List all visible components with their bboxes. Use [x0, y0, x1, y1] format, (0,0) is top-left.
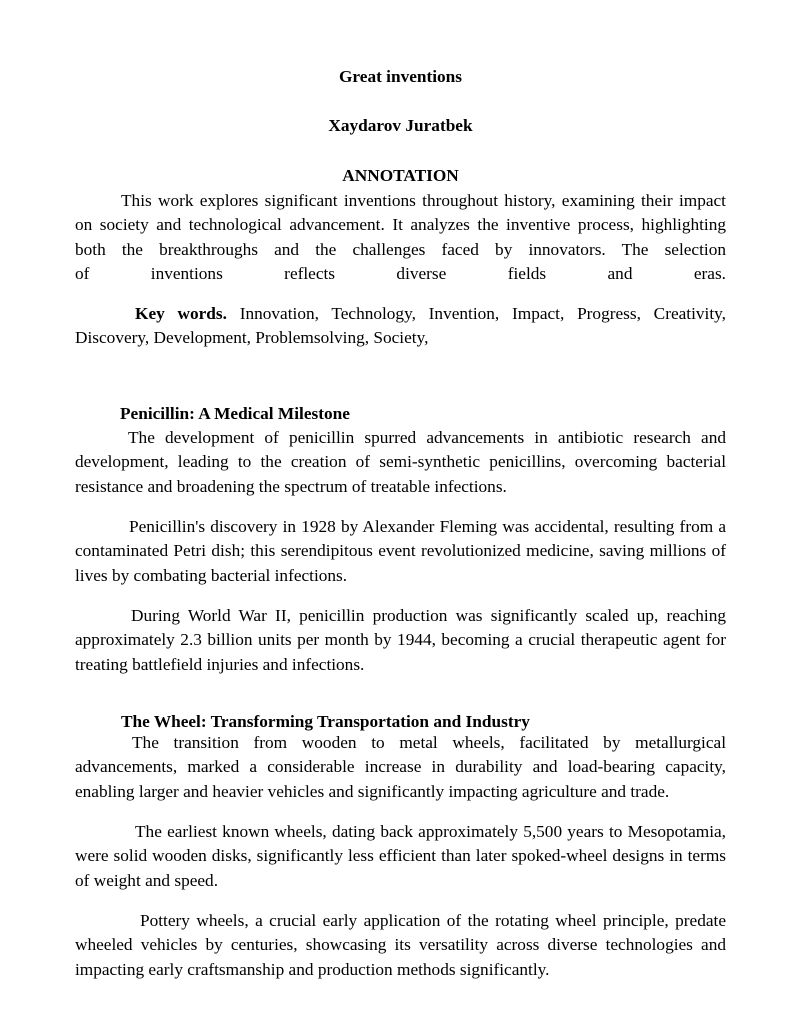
section-heading-penicillin: Penicillin: A Medical Milestone [120, 404, 350, 423]
section-paragraph: The development of penicillin spurred advancements in antibiotic research and development, leading to the creation of semi-synthetic penicillins, overcoming bacterial resistance and broadening the spectrum of treatable infections. [75, 428, 726, 496]
section-heading-wheel: The Wheel: Transforming Transportation and Industry [121, 712, 530, 731]
keywords-paragraph [75, 302, 726, 351]
section-paragraph: Pottery wheels, a crucial early application of the rotating wheel principle, predate wheeled vehicles by centuries, showcasing its versatility across diverse technologies and impacting early craftsmanship and production methods significantly. [75, 911, 726, 979]
annotation-text-last-line: of inventions reflects diverse fields and eras. [75, 263, 726, 283]
annotation-paragraph [75, 189, 726, 286]
section-paragraph: Penicillin's discovery in 1928 by Alexander Fleming was accidental, resulting from a contaminated Petri dish; this serendipitous event revolutionized medicine, saving millions of lives by combating bacterial infections. [75, 517, 726, 585]
annotation-heading: ANNOTATION [342, 166, 459, 185]
section-paragraph: The transition from wooden to metal wheels, facilitated by metallurgical advancements, marked a considerable increase in durability and load-bearing capacity, enabling larger and heavier vehicles and significantly impacting agriculture and trade. [75, 733, 726, 801]
document-author: Xaydarov Juratbek [328, 116, 473, 135]
annotation-text: This work explores significant inventions throughout history, examining their impact on society and technological advancement. It analyzes the inventive process, highlighting both the breakthroughs and the challenges faced by innovators. The selection [75, 191, 726, 259]
keywords-text: Innovation, Technology, Invention, Impact, Progress, Creativity, Discovery, Development, Problemsolving, Society, [75, 304, 726, 348]
keywords-label: Key words. [135, 304, 227, 323]
section-paragraph: The earliest known wheels, dating back approximately 5,500 years to Mesopotamia, were solid wooden disks, significantly less efficient than later spoked-wheel designs in terms of weight and speed. [75, 822, 726, 890]
section-paragraph: During World War II, penicillin production was significantly scaled up, reaching approximately 2.3 billion units per month by 1944, becoming a crucial therapeutic agent for treating battlefield injuries and infections. [75, 606, 726, 674]
document-title: Great inventions [338, 67, 463, 86]
